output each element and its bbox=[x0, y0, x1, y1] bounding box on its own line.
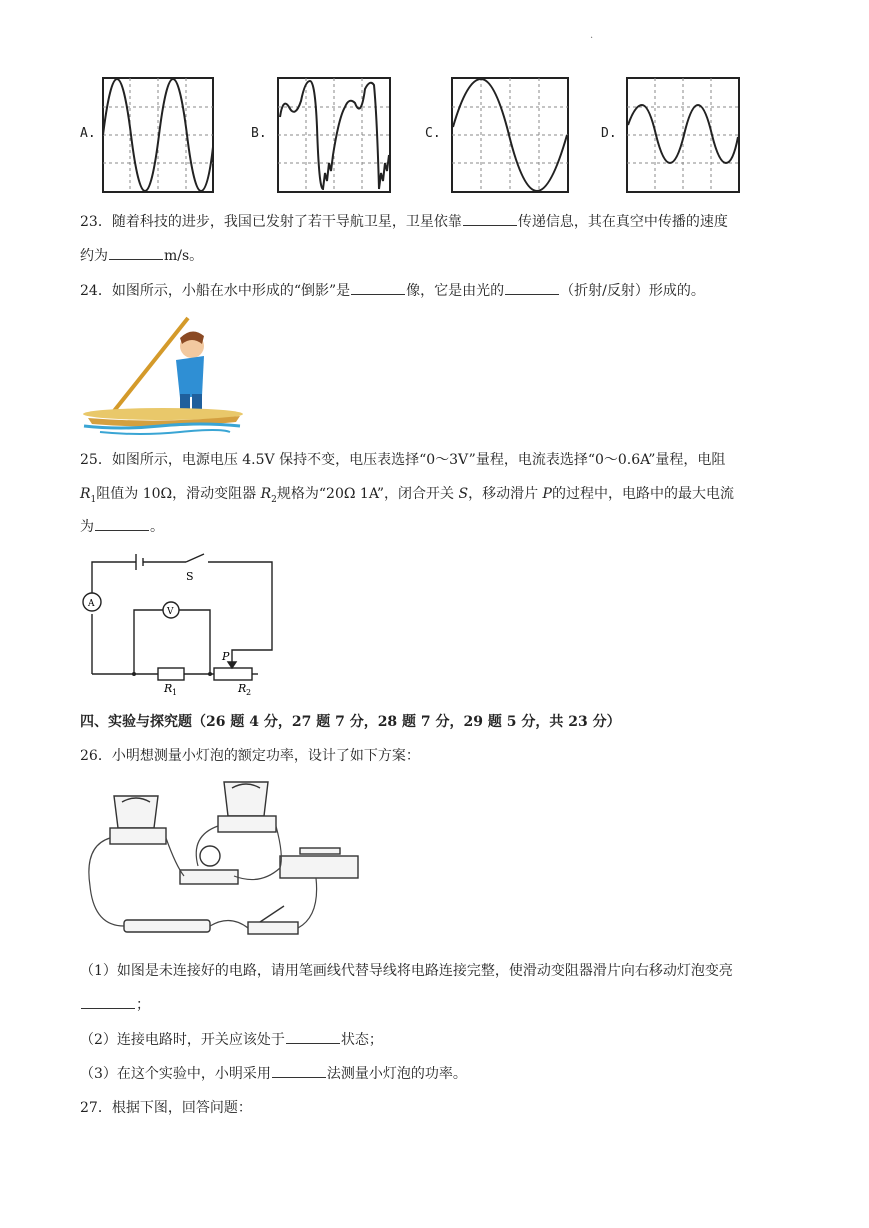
slider-symbol: P bbox=[542, 486, 552, 502]
option-b-waveform bbox=[277, 77, 391, 193]
header-mark: . bbox=[590, 30, 594, 41]
q23-text-2: 传递信息，其在真空中传播的速度 bbox=[517, 214, 728, 230]
q24-text-3: （折射/反射）形成的。 bbox=[560, 283, 705, 299]
q24-text-1: 24．如图所示，小船在水中形成的“倒影”是 bbox=[80, 283, 351, 299]
q25-text-d: 的过程中，电路中的最大电流 bbox=[551, 486, 734, 502]
q23-text-3: 约为 bbox=[80, 248, 108, 264]
q25-text-c: ，移动滑片 bbox=[468, 486, 543, 502]
boat-illustration bbox=[80, 312, 246, 436]
option-a-label: A. bbox=[80, 126, 96, 141]
q23-line2 bbox=[80, 245, 203, 267]
r1-label: R bbox=[164, 682, 173, 695]
q26-part1-end bbox=[80, 994, 150, 1016]
option-b-label: B. bbox=[251, 126, 267, 141]
voltmeter-label: V bbox=[167, 607, 174, 617]
q25-line3 bbox=[80, 516, 164, 538]
r2-symbol: R bbox=[260, 486, 272, 502]
r1-label-sub: 1 bbox=[172, 688, 178, 696]
answer-blank[interactable] bbox=[95, 516, 149, 531]
switch-symbol: S bbox=[458, 486, 469, 502]
q26-part2 bbox=[80, 1029, 383, 1051]
option-c-label: C. bbox=[425, 126, 441, 141]
q25-text-b: 规格为“20Ω 1A”，闭合开关 bbox=[276, 486, 459, 502]
answer-blank[interactable] bbox=[109, 245, 163, 260]
q23-text-4: m/s。 bbox=[164, 248, 204, 264]
option-c-waveform bbox=[451, 77, 569, 193]
slider-label: P bbox=[222, 650, 230, 663]
option-d-waveform bbox=[626, 77, 740, 193]
circuit-diagram bbox=[78, 550, 278, 696]
option-d-label: D. bbox=[601, 126, 617, 141]
r1-symbol: R bbox=[80, 486, 91, 502]
q24-text-2: 像，它是由光的 bbox=[406, 283, 505, 299]
q27-intro: 27．根据下图，回答问题： bbox=[80, 1100, 252, 1116]
answer-blank[interactable] bbox=[272, 1063, 326, 1078]
q26-text-3a: （3）在这个实验中，小明采用 bbox=[80, 1066, 271, 1082]
q23-line1 bbox=[80, 211, 728, 233]
q24-line bbox=[80, 280, 705, 302]
r2-subscript: 2 bbox=[271, 494, 277, 505]
section-heading: 四、实验与探究题（26 题 4 分，27 题 7 分，28 题 7 分，29 题 5 分，共 23 分） bbox=[80, 714, 621, 730]
switch-label: S bbox=[186, 570, 194, 583]
q26-text-1end: ； bbox=[136, 997, 150, 1013]
q26-text-3b: 法测量小灯泡的功率。 bbox=[326, 1066, 467, 1082]
answer-blank[interactable] bbox=[505, 280, 559, 295]
r2-label-sub: 2 bbox=[246, 688, 252, 696]
q25-text-f: 。 bbox=[150, 519, 164, 535]
experiment-illustration bbox=[80, 776, 370, 948]
q26-part1: （1）如图是未连接好的电路，请用笔画线代替导线将电路连接完整，使滑动变阻器滑片向右移动灯泡变亮 bbox=[80, 963, 733, 979]
q25-text-a: 阻值为 10Ω，滑动变阻器 bbox=[96, 486, 261, 502]
q25-line1: 25．如图所示，电源电压 4.5V 保持不变，电压表选择“0～3V”量程，电流表选择“0～0.6A”量程，电阻 bbox=[80, 452, 726, 468]
option-a-waveform bbox=[102, 77, 214, 193]
q26-text-2a: （2）连接电路时，开关应该处于 bbox=[80, 1032, 285, 1048]
q26-part3 bbox=[80, 1063, 467, 1085]
r2-label: R bbox=[238, 682, 247, 695]
answer-blank[interactable] bbox=[351, 280, 405, 295]
q25-text-e: 为 bbox=[80, 519, 94, 535]
answer-blank[interactable] bbox=[81, 994, 135, 1009]
answer-blank[interactable] bbox=[463, 211, 517, 226]
q25-line2 bbox=[80, 483, 734, 511]
q23-text-1: 23．随着科技的进步，我国已发射了若干导航卫星，卫星依靠 bbox=[80, 214, 462, 230]
q26-text-2b: 状态； bbox=[340, 1032, 383, 1048]
ammeter-label: A bbox=[88, 599, 95, 609]
answer-blank[interactable] bbox=[286, 1029, 340, 1044]
q26-intro: 26．小明想测量小灯泡的额定功率，设计了如下方案： bbox=[80, 748, 420, 764]
r1-subscript: 1 bbox=[90, 494, 97, 505]
